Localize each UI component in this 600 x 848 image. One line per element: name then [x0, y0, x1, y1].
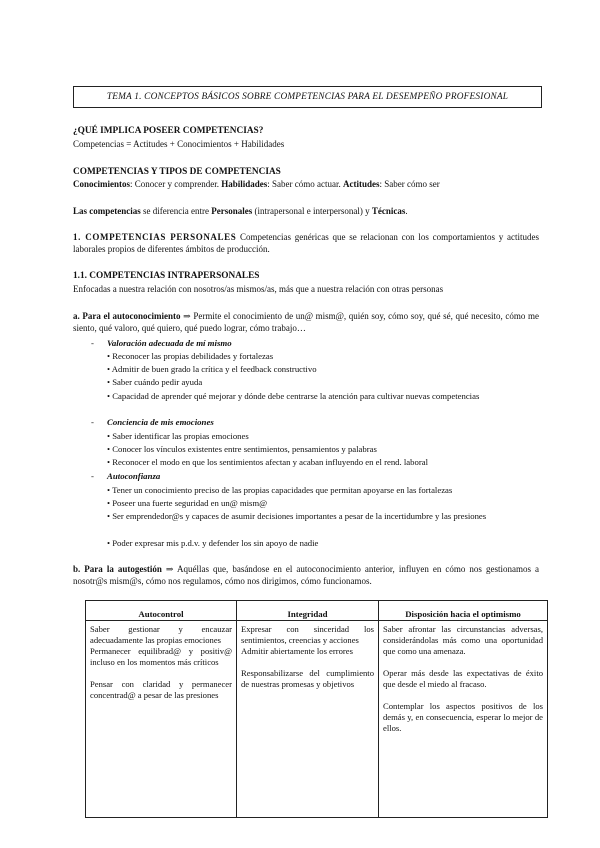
def-actitudes: : Saber cómo ser	[379, 179, 440, 189]
group-title-conciencia	[91, 417, 214, 427]
cell-paragraph: Operar más desde las expectativas de éxito que desde el miedo al fracaso.	[383, 668, 543, 689]
header-integridad: Integridad	[237, 601, 379, 621]
cell-paragraph: Contemplar los aspectos positivos de los demás y, en consecuencia, esperar lo mejor de ellos.	[383, 701, 543, 733]
list-item: • Conocer los vínculos existentes entre sentimientos, pensamientos y palabras	[107, 444, 377, 454]
list-item: • Admitir de buen grado la crítica y el feedback constructivo	[107, 364, 317, 374]
list-item: • Saber identificar las propias emociones	[107, 431, 249, 441]
autoconocimiento-paragraph	[73, 310, 539, 334]
arrow-icon: ⇒	[183, 311, 191, 321]
cell-paragraph: Pensar con claridad y permanecer concentrad@ a pesar de las presiones	[90, 679, 232, 700]
arrow-icon: ⇒	[165, 564, 174, 574]
term-habilidades: Habilidades	[221, 179, 268, 189]
term-conocimientos: Conocimientos	[73, 179, 130, 189]
list-item-text: Ser emprendedor@s y capaces de asumir decisiones importantes a pesar de la incertidumbre y las presiones	[112, 511, 487, 521]
term-las-competencias: Las competencias	[73, 206, 141, 216]
group-title-text: Valoración adecuada de mí mismo	[107, 338, 232, 348]
list-item: • Saber cuándo pedir ayuda	[107, 377, 203, 387]
dash-marker: -	[91, 417, 94, 427]
cell-paragraph: Expresar con sinceridad los sentimientos, creencias y acciones	[241, 624, 374, 645]
list-item-text: Reconocer el modo en que los sentimientos afectan y acaban influyendo en el rend. laboral	[112, 457, 428, 467]
intrapersonal-heading: 1.1. COMPETENCIAS INTRAPERSONALES	[73, 271, 260, 281]
cell-paragraph: Saber afrontar las circunstancias adversas, considerándolas más como una oportunidad que como una amenaza.	[383, 624, 543, 656]
table-row	[86, 621, 548, 818]
autoconocimiento-label: a. Para el autoconocimiento	[73, 311, 181, 321]
personal-heading: 1. COMPETENCIAS PERSONALES	[73, 232, 237, 242]
cell-paragraph: Responsabilizarse del cumplimiento de nuestras promesas y objetivos	[241, 668, 374, 689]
competencias-formula: Competencias = Actitudes + Conocimientos + Habilidades	[73, 139, 285, 149]
list-item-text: Saber identificar las propias emociones	[112, 431, 249, 441]
diff-text-2: (intrapersonal e interpersonal) y	[252, 206, 372, 216]
list-item: • Reconocer las propias debilidades y fortalezas	[107, 351, 274, 361]
group-title-valoracion	[91, 338, 232, 348]
term-tecnicas: Técnicas	[371, 206, 406, 216]
header-autocontrol: Autocontrol	[86, 601, 237, 621]
intrapersonal-text: Enfocadas a nuestra relación con nosotros/as mismos/as, más que a nuestra relación con otras personas	[73, 284, 444, 294]
def-habilidades: : Saber cómo actuar.	[267, 179, 343, 189]
def-conocimientos: : Conocer y comprender.	[130, 179, 222, 189]
personal-competencias-paragraph	[73, 231, 539, 255]
cell-autocontrol	[86, 621, 237, 818]
list-item: • Ser emprendedor@s y capaces de asumir decisiones importantes a pesar de la incertidumbre y las presiones	[107, 511, 487, 521]
list-item-text: Poder expresar mis p.d.v. y defender los sin apoyo de nadie	[112, 538, 319, 548]
cell-optimismo	[379, 621, 548, 818]
list-item-text: Saber cuándo pedir ayuda	[112, 377, 203, 387]
list-item: • Reconocer el modo en que los sentimientos afectan y acaban influyendo en el rend. laboral	[107, 457, 428, 467]
header-optimismo: Disposición hacia el optimismo	[379, 601, 548, 621]
list-item-text: Capacidad de aprender qué mejorar y dónde debe centrarse la atención para cultivar nuevas competencias	[112, 391, 480, 401]
title-box	[73, 86, 542, 108]
document-title: TEMA 1. CONCEPTOS BÁSICOS SOBRE COMPETENCIAS PARA EL DESEMPEÑO PROFESIONAL	[106, 92, 509, 102]
cell-paragraph: Saber gestionar y encauzar adecuadamente las propias emociones	[90, 624, 232, 645]
types-definition	[73, 178, 539, 190]
list-item: • Capacidad de aprender qué mejorar y dónde debe centrarse la atención para cultivar nuevas competencias	[107, 391, 480, 401]
diff-text-1: se diferencia entre	[140, 206, 212, 216]
list-item: • Tener un conocimiento preciso de las propias capacidades que permitan apoyarse en las fortalezas	[107, 485, 453, 495]
dash-marker: -	[91, 471, 94, 481]
term-personales: Personales	[211, 206, 253, 216]
list-item-text: Admitir de buen grado la crítica y el feedback constructivo	[111, 364, 317, 374]
dash-marker: -	[91, 338, 94, 348]
group-title-text: Autoconfianza	[107, 471, 161, 481]
group-title-autoconfianza	[91, 471, 160, 481]
question-heading: ¿QUÉ IMPLICA POSEER COMPETENCIAS?	[73, 126, 264, 136]
cell-integridad	[237, 621, 379, 818]
list-item-text: Reconocer las propias debilidades y fortalezas	[112, 351, 274, 361]
list-item-text: Tener un conocimiento preciso de las propias capacidades que permitan apoyarse en las fortalezas	[112, 485, 453, 495]
list-item: • Poder expresar mis p.d.v. y defender los sin apoyo de nadie	[107, 538, 319, 548]
cell-paragraph: Admitir abiertamente los errores	[241, 646, 353, 656]
cell-paragraph: Permanecer equilibrad@ y positiv@ incluso en los momentos más críticos	[90, 646, 232, 667]
table-header-row	[86, 601, 548, 621]
autogestion-table	[85, 600, 548, 818]
list-item-text: Poseer una fuerte seguridad en un@ mism@	[112, 498, 268, 508]
autogestion-text: Aquéllas que, basándose en el autoconocimiento anterior, influyen en cómo nos gestionamos a nosotr@s mism@s, cómo nos regulamos, cómo nos dirigimos, cómo funcionamos.	[73, 564, 539, 586]
competencias-difference	[73, 205, 539, 217]
personal-text: Competencias genéricas que se relacionan con los comportamientos y actitudes laborales propios de diferentes ámbitos de producción.	[73, 232, 539, 254]
autogestion-paragraph	[73, 563, 539, 587]
term-actitudes: Actitudes	[342, 179, 380, 189]
autogestion-label: b. Para la autogestión	[73, 564, 162, 574]
list-item-text: Conocer los vínculos existentes entre sentimientos, pensamientos y palabras	[112, 444, 377, 454]
diff-text-3: .	[405, 206, 408, 216]
list-item: • Poseer una fuerte seguridad en un@ mism@	[107, 498, 268, 508]
types-heading: COMPETENCIAS Y TIPOS DE COMPETENCIAS	[73, 167, 281, 177]
group-title-text: Conciencia de mis emociones	[107, 417, 214, 427]
autoconocimiento-text: Permite el conocimiento de un@ mism@, quién soy, cómo soy, qué sé, qué necesito, cómo me siento, qué valoro, qué quiero, qué puedo lograr, cómo trabajo…	[73, 311, 540, 333]
